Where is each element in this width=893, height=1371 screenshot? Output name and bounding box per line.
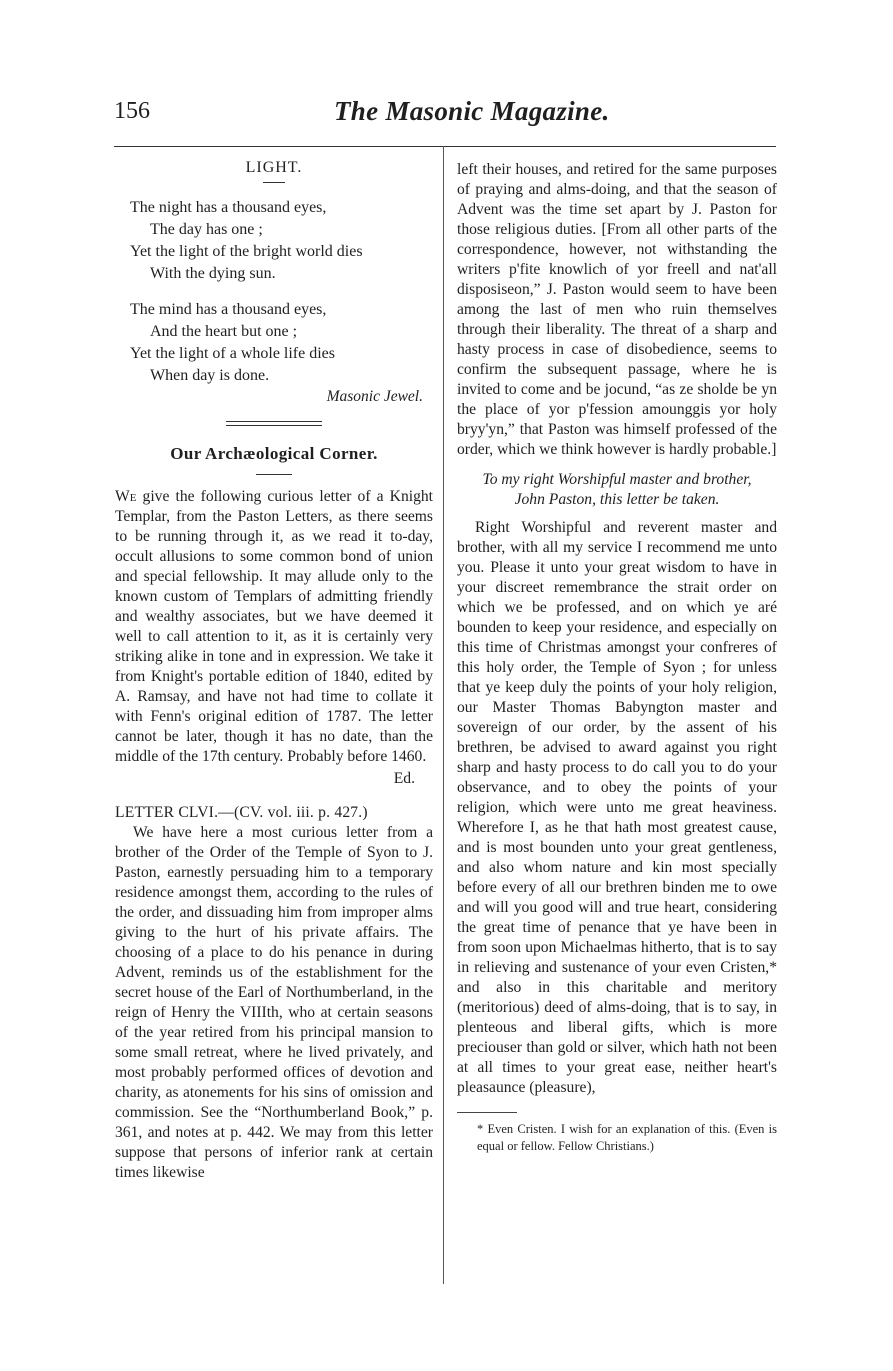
page-number: 156 [114, 98, 150, 124]
letter-address [457, 470, 777, 510]
section-separator [226, 421, 322, 426]
poem-line: With the dying sun. [150, 265, 276, 282]
poem-line: The mind has a thousand eyes, [130, 301, 327, 318]
poem-line: And the heart but one ; [150, 323, 298, 340]
intro-lead-word: We [115, 488, 137, 505]
page-header [114, 96, 774, 136]
right-column [457, 160, 777, 1155]
left-column [115, 158, 433, 1183]
footnote: * Even Cristen. I wish for an explanation of this. (Even is equal or fellow. Fellow Christians.) [477, 1122, 777, 1153]
intro-text: give the following curious letter of a Knight Templar, from the Paston Letters, as there seems to be running through it, as we read it to-day, occult allusions to some common bond of union and special fellowship. It may allude only to the known custom of Templars of admitting friendly and wealthy associates, but we have deemed it well to call attention to it, as it is certainly very striking alike in tone and in expression. We take it from Knight's portable edition of 1840, edited by A. Ramsay, and have not had time to collate it with Fenn's original edition of 1787. The letter cannot be later, though it has no date, than the middle of the 17th century. Probably before 1460. [115, 488, 433, 765]
running-title: The Masonic Magazine. [334, 96, 610, 126]
poem-stanza-1 [115, 197, 433, 285]
column-divider [443, 146, 444, 1284]
footnote-rule [457, 1112, 517, 1113]
commentary-paragraph: We have here a most curious letter from a brother of the Order of the Temple of Syon to J. Paston, earnestly persuading him to a temporary residence amongst them, according to the rules of the order, and dissuading him from improper alms giving to the hurt of his private affairs. The choosing of a place to do his penance in during Advent, reminds us of the establishment for the secret house of the Earl of Northumberland, in the reign of Henry the VIIIth, who at certain seasons of the year retired from his principal mansion to some small retreat, where he lived privately, and most probably performed offices of devotion and charity, as atonements for his sins of omission and commission. See the “Northumberland Book,” p. 361, and notes at p. 442. We may from this letter suppose that persons of inferior rank at certain times likewise [115, 824, 433, 1181]
poem-line: Yet the light of the bright world dies [130, 243, 363, 260]
section-title-rule [256, 474, 292, 475]
editor-mark: Ed. [393, 770, 415, 787]
poem-attribution: Masonic Jewel. [326, 388, 423, 405]
letter-heading: LETTER CLVI.—(CV. vol. iii. p. 427.) [115, 804, 368, 821]
continuation-paragraph: left their houses, and retired for the same purposes of praying and alms-doing, and that the season of Advent was the time set apart by J. Paston for those religious duties. [From all other parts of the correspondence, however, not withstanding the writers p'fite knowlich of yor freell and nat'all disposiseon,” J. Paston would seem to have been among the last of men who ruin themselves through their liberality. The threat of a sharp and hasty process in case of disobedience, seems to confirm the subsequent passage, where he is invited to come and be jocund, “as ze sholde be yn the place of yor p'fession amounggis yor holy bryy'yn,” that Paston was himself professed of the order, which we think however is hardly probable.] [457, 161, 777, 458]
address-line: John Paston, this letter be taken. [514, 491, 720, 508]
poem-stanza-2 [115, 299, 433, 387]
poem-title: LIGHT. [245, 159, 303, 176]
poem-line: The day has one ; [150, 221, 263, 238]
poem-line: The night has a thousand eyes, [130, 199, 327, 216]
poem-line: Yet the light of a whole life dies [130, 345, 336, 362]
intro-paragraph [115, 487, 433, 767]
poem-line: When day is done. [150, 367, 270, 384]
header-rule [114, 146, 776, 147]
section-title: Our Archæological Corner. [170, 444, 378, 463]
letter-body: Right Worshipful and reverent master and brother, with all my service I recommend me unto you. Please it unto your great wisdom to have in your discreet remembrance the strait order on which we be professed, and on which ye aré bounden to keep your residence, and especially on this time of Christmas amongst your confreres of this holy order, the Temple of Syon ; for unless that ye keep duly the points of your holy religion, our Master Thomas Babyngton master and sovereign of our order, by the assent of his brethren, be advised to award against you right sharp and hasty process to do call you to do your observance, and to obey the points of your religion, which were unto me great heaviness. Wherefore I, as he that hath most greatest cause, and is most bounden unto your great gentleness, and also whom nature and kin most specially before every of all our brethren binden me to owe and will you good will and true heart, considering the great time of penance that ye have been in from soon upon Michaelmas hitherto, that is to say in relieving and sustenance of your even Cristen,* and also in this charitable and meritory (meritorious) deed of alms-doing, that is to say, in plenteous and liberal gifts, which is more preciouser than gold or silver, which hath not been at all times to your great ease, neither heart's pleasaunce (pleasure), [457, 519, 777, 1096]
address-line: To my right Worshipful master and brother, [482, 471, 752, 488]
poem-title-rule [263, 182, 285, 183]
